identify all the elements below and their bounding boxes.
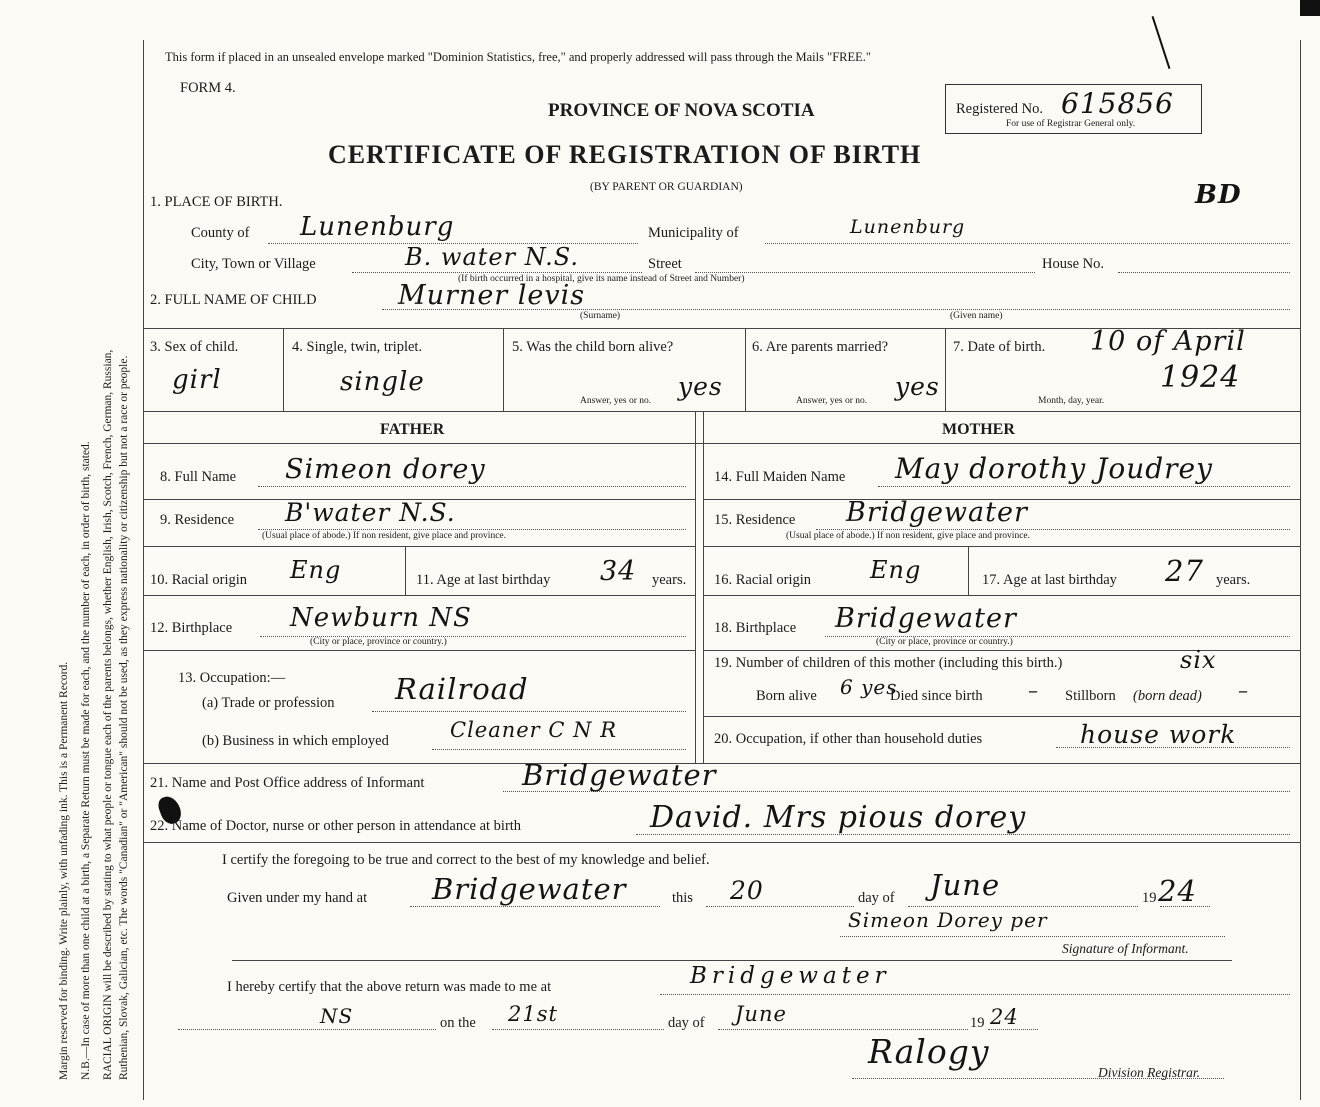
informant-label: 21. Name and Post Office address of Informant <box>150 775 425 791</box>
street-label: Street <box>648 256 682 272</box>
given-day-of-label: day of <box>858 890 895 906</box>
born-alive-count-value: 6 yes <box>840 675 898 699</box>
registered-number: 615856 <box>1061 87 1174 120</box>
parents-married-value: yes <box>895 372 940 401</box>
certification-statement: I certify the foregoing to be true and correct to the best of my knowledge and belief. <box>222 852 710 868</box>
given-month: June <box>930 868 1001 902</box>
mother-residence-label: 15. Residence <box>714 512 796 528</box>
father-trade-label: (a) Trade or profession <box>202 695 335 711</box>
born-alive-value: yes <box>678 372 723 401</box>
mother-racial-origin-label: 16. Racial origin <box>714 572 812 588</box>
died-since-birth-value: – <box>1028 678 1039 702</box>
father-age-value: 34 <box>600 556 637 587</box>
plurality-label: 4. Single, twin, triplet. <box>292 339 423 355</box>
plurality-value: single <box>340 367 425 397</box>
informant-signature: Simeon Dorey per <box>848 908 1048 932</box>
form-left-border <box>143 40 144 1100</box>
corner-ink-mark <box>1300 0 1320 16</box>
father-residence-value: B'water N.S. <box>285 498 456 527</box>
mother-name-label: 14. Full Maiden Name <box>714 469 846 485</box>
attendant-value: David. Mrs pious dorey <box>650 800 1027 835</box>
margin-note-racial-origin-2: Ruthenian, Slovak, Galician, etc. The words "Canadian" or "American" should not be used, as they express nationality or citizenship but not a race or people. <box>118 355 130 1080</box>
date-of-birth-caption: Month, day, year. <box>1038 396 1105 406</box>
registrar-place: Bridgewater <box>690 963 891 989</box>
date-of-birth-label: 7. Date of birth. <box>953 339 1046 355</box>
father-name-value: Simeon dorey <box>285 454 486 485</box>
mother-age-years: years. <box>1216 572 1251 588</box>
row3-bottom-border <box>143 411 1300 412</box>
province-heading: PROVINCE OF NOVA SCOTIA <box>548 100 815 121</box>
father-birthplace-label: 12. Birthplace <box>150 620 233 636</box>
certificate-title: CERTIFICATE OF REGISTRATION OF BIRTH <box>328 140 922 169</box>
mother-birthplace-caption: (City or place, province or country.) <box>876 637 1013 647</box>
corner-handwritten-mark: BD <box>1195 180 1242 210</box>
margin-note-binding: Margin reserved for binding. Write plainly, with unfading ink. This is a Permanent Record. <box>58 661 70 1080</box>
registrar-day-of-label: day of <box>668 1015 705 1031</box>
city-line <box>352 272 642 273</box>
mother-residence-value: Bridgewater <box>846 497 1028 528</box>
parents-married-caption: Answer, yes or no. <box>796 396 868 406</box>
city-value: B. water N.S. <box>405 243 580 271</box>
father-heading: FATHER <box>380 421 445 438</box>
form-right-border <box>1300 40 1301 1100</box>
municipality-line <box>765 243 1290 244</box>
mother-age-label: 17. Age at last birthday <box>982 572 1117 588</box>
attendant-label: 22. Name of Doctor, nurse or other person in attendance at birth <box>150 818 522 834</box>
mother-children-value: six <box>1180 646 1217 674</box>
county-label: County of <box>191 225 250 241</box>
binding-margin-notes <box>58 70 148 1090</box>
registrar-year: 24 <box>990 1005 1019 1029</box>
mother-birthplace-label: 18. Birthplace <box>714 620 797 636</box>
informant-value: Bridgewater <box>522 758 717 792</box>
given-at-place: Bridgewater <box>432 872 627 906</box>
mother-racial-origin-value: Eng <box>870 556 922 584</box>
father-racial-origin-value: Eng <box>290 556 342 584</box>
given-day: 20 <box>730 876 764 905</box>
house-number-label: House No. <box>1042 256 1105 272</box>
born-alive-label: 5. Was the child born alive? <box>512 339 674 355</box>
mother-age-value: 27 <box>1165 554 1204 588</box>
father-trade-value: Railroad <box>395 672 529 706</box>
father-racial-origin-label: 10. Racial origin <box>150 572 248 588</box>
form-number: FORM 4. <box>180 80 236 96</box>
registrar-place-province: NS <box>320 1004 354 1028</box>
certificate-subtitle: (BY PARENT OR GUARDIAN) <box>590 181 743 193</box>
informant-signature-caption: Signature of Informant. <box>1062 941 1189 956</box>
stillborn-value: – <box>1238 678 1249 702</box>
registrar-month: June <box>735 1002 787 1026</box>
mother-heading: MOTHER <box>942 421 1015 438</box>
born-alive-count-label: Born alive <box>756 688 817 704</box>
sex-label: 3. Sex of child. <box>150 339 239 355</box>
mother-occupation-label: 20. Occupation, if other than household duties <box>714 731 983 747</box>
father-business-value: Cleaner C N R <box>450 718 618 742</box>
date-of-birth-year: 1924 <box>1160 360 1241 395</box>
registrar-year-prefix: 19 <box>970 1015 985 1031</box>
father-birthplace-caption: (City or place, province or country.) <box>310 637 447 647</box>
given-name-caption: (Given name) <box>950 311 1003 321</box>
father-occupation-label: 13. Occupation:— <box>178 670 286 686</box>
father-age-years: years. <box>652 572 687 588</box>
father-residence-label: 9. Residence <box>160 512 235 528</box>
margin-note-racial-origin-1: RACIAL ORIGIN will be described by stating to what people or tongue each of the parents belongs, whether English, Irish, Scotch, French, German, Russian, <box>102 349 114 1080</box>
stillborn-note: (born dead) <box>1133 688 1202 704</box>
registrar-statement: I hereby certify that the above return was made to me at <box>227 979 552 995</box>
city-label: City, Town or Village <box>191 256 316 272</box>
margin-note-multiple-births: N.B.—In case of more than one child at a birth, a Separate Return must be made for each, and the number of each, in order of birth, stated. <box>80 441 92 1080</box>
given-this-label: this <box>672 890 693 906</box>
county-value: Lunenburg <box>300 212 455 242</box>
child-name-value: Murner levis <box>398 280 586 311</box>
given-year: 24 <box>1158 874 1197 908</box>
street-line <box>695 272 1035 273</box>
registered-number-box <box>945 84 1202 134</box>
stillborn-label: Stillborn <box>1065 688 1116 704</box>
father-age-label: 11. Age at last birthday <box>416 572 551 588</box>
father-business-label: (b) Business in which employed <box>202 733 389 749</box>
municipality-label: Municipality of <box>648 225 739 241</box>
mother-residence-caption: (Usual place of abode.) If non resident, give place and province. <box>786 531 1030 541</box>
parents-married-label: 6. Are parents married? <box>752 339 889 355</box>
registrar-day: 21st <box>508 1002 558 1026</box>
house-number-line <box>1118 272 1290 273</box>
died-since-birth-label: Died since birth <box>890 688 983 704</box>
mother-children-label: 19. Number of children of this mother (including this birth.) <box>714 655 1063 671</box>
mail-notice: This form if placed in an unsealed envelope marked "Dominion Statistics, free," and properly addressed will pass through the Mails "FREE." <box>165 50 872 64</box>
registrar-note: For use of Registrar General only. <box>1006 119 1136 129</box>
child-name-label: 2. FULL NAME OF CHILD <box>150 292 317 308</box>
father-birthplace-value: Newburn NS <box>290 603 472 633</box>
sex-value: girl <box>172 365 222 395</box>
father-name-label: 8. Full Name <box>160 469 237 485</box>
place-of-birth-section: 1. PLACE OF BIRTH. <box>150 194 283 210</box>
given-at-label: Given under my hand at <box>227 890 368 906</box>
father-residence-caption: (Usual place of abode.) If non resident, give place and province. <box>262 531 506 541</box>
registered-label: Registered No. <box>956 101 1043 117</box>
registrar-on-label: on the <box>440 1015 476 1031</box>
ink-pen-stroke <box>1152 16 1171 69</box>
mother-name-value: May dorothy Joudrey <box>895 452 1213 485</box>
mother-birthplace-value: Bridgewater <box>835 603 1017 634</box>
mother-occupation-value: house work <box>1080 720 1237 749</box>
registrar-signature: Ralogy <box>868 1032 990 1071</box>
date-of-birth-day: 10 of April <box>1090 326 1246 357</box>
registrar-caption: Division Registrar. <box>1098 1065 1201 1080</box>
given-year-prefix: 19 <box>1142 890 1157 906</box>
surname-caption: (Surname) <box>580 311 621 321</box>
born-alive-caption: Answer, yes or no. <box>580 396 652 406</box>
municipality-value: Lunenburg <box>850 216 966 238</box>
hospital-note: (If birth occurred in a hospital, give its name instead of Street and Number) <box>458 274 745 284</box>
